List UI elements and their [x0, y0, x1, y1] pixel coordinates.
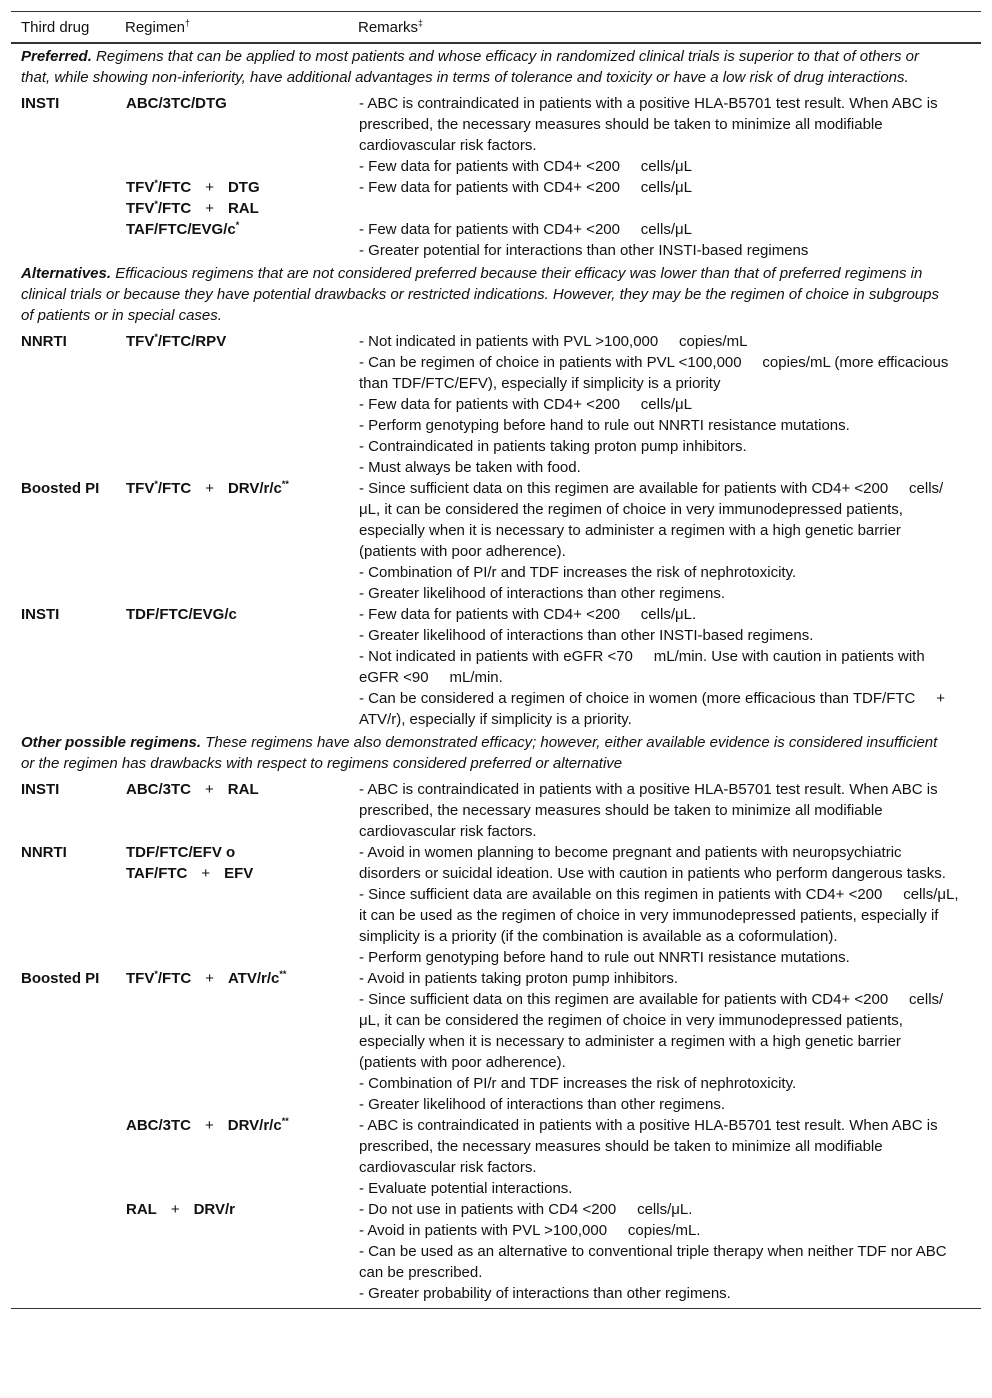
- regimen-part: /FTC: [157, 480, 192, 497]
- remark-line: - ABC is contraindicated in patients with a positive HLA-B5701 test result. When ABC is prescribed, the necessary measures should be taken to minimize all modifiable cardiovascular risk factors.: [359, 781, 942, 840]
- remarks-cell: [348, 776, 981, 842]
- remark-line: - ABC is contraindicated in patients with a positive HLA-B5701 test result. When ABC is prescribed, the necessary measures should be taken to minimize all modifiable cardiovascular risk factors.: [359, 1117, 942, 1176]
- plus-sign: +: [201, 865, 211, 882]
- third-drug-cell: [11, 842, 115, 968]
- third-drug-cell: [11, 604, 115, 730]
- regimen-part: TFV: [126, 480, 155, 497]
- remark-line: - Not indicated in patients with PVL >100,000 copies/mL: [359, 333, 748, 350]
- regimen-table: [11, 11, 981, 1309]
- third-drug-cell: [11, 478, 115, 604]
- regimen-footnote-mark: **: [281, 1116, 289, 1126]
- section-header-row: [11, 261, 981, 328]
- regimen-line: [126, 198, 348, 219]
- regimen-line: [126, 478, 348, 499]
- remark-line: - Greater likelihood of interactions than other regimens.: [359, 1096, 726, 1113]
- section-title: Preferred.: [21, 48, 92, 65]
- regimen-footnote-mark: *: [154, 178, 158, 188]
- section-header-cell: [11, 261, 981, 328]
- section-header-cell: [11, 43, 981, 90]
- regimen-line: [126, 968, 348, 989]
- remark-line: - Greater likelihood of interactions than other INSTI-based regimens.: [359, 627, 814, 644]
- section-description: Regimens that can be applied to most patients and whose efficacy in randomized clinical trials is superior to that of others or that, while showing non-inferiority, have additional advantages in terms of tolerance and toxicity or have a low risk of drug interactions.: [21, 48, 919, 86]
- table-row: [11, 90, 981, 177]
- regimen-part: TAF/FTC/EVG/c: [126, 221, 236, 238]
- table-row: [11, 968, 981, 1115]
- regimen-line: [126, 219, 348, 240]
- plus-sign: +: [205, 200, 214, 217]
- regimen-footnote-mark: *: [154, 479, 158, 489]
- remark-line: - Few data for patients with CD4+ <200 cells/μL.: [359, 606, 697, 623]
- regimen-part: ABC/3TC: [126, 781, 192, 798]
- remarks-cell: [348, 90, 981, 177]
- third-drug-cell: [11, 219, 115, 261]
- remark-line: - Since sufficient data are available on this regimen in patients with CD4+ <200 cells/μL, it can be used as the regimen of choice in very immunodepressed patients, especially if simplicity is a priority (if the combination is available as a coformulation).: [359, 886, 963, 945]
- regimen-line: [126, 779, 348, 800]
- third-drug-cell: [11, 328, 115, 478]
- regimen-line: [126, 604, 348, 625]
- regimen-part: ABC/3TC/DTG: [126, 95, 227, 112]
- third-drug-cell: [11, 1199, 115, 1309]
- remark-line: - Few data for patients with CD4+ <200 cells/μL: [359, 179, 692, 196]
- table-header: [11, 12, 981, 44]
- regimen-part: /FTC: [157, 179, 192, 196]
- remark-line: - Perform genotyping before hand to rule out NNRTI resistance mutations.: [359, 949, 850, 966]
- third-drug-text: NNRTI: [21, 333, 67, 350]
- regimen-line: [126, 842, 348, 863]
- plus-sign: +: [205, 781, 214, 798]
- table-row: [11, 776, 981, 842]
- section-title: Other possible regimens.: [21, 734, 202, 751]
- regimen-cell: [115, 198, 348, 219]
- third-drug-text: Boosted PI: [21, 480, 100, 497]
- regimen-footnote-mark: *: [154, 199, 158, 209]
- regimen-cell: [115, 478, 348, 604]
- plus-sign: +: [205, 1117, 214, 1134]
- remark-line: - Must always be taken with food.: [359, 459, 581, 476]
- remark-line: - Can be regimen of choice in patients with PVL <100,000 copies/mL (more efficacious than TDF/FTC/EFV), especially if simplicity is a priority: [359, 354, 953, 392]
- regimen-cell: [115, 776, 348, 842]
- regimen-cell: [115, 842, 348, 968]
- remark-line: - Greater probability of interactions than other regimens.: [359, 1285, 731, 1302]
- third-drug-text: INSTI: [21, 95, 60, 112]
- regimen-part: TDF/FTC/EVG/c: [126, 606, 237, 623]
- remark-line: - Avoid in women planning to become pregnant and patients with neuropsychiatric disorders or suicidal ideation. Use with caution in patients who perform dangerous tasks.: [359, 844, 946, 882]
- regimen-part: TFV: [126, 333, 155, 350]
- regimen-footnote-mark: *: [154, 969, 158, 979]
- third-drug-cell: [11, 198, 115, 219]
- third-drug-text: NNRTI: [21, 844, 67, 861]
- remarks-cell: [348, 1115, 981, 1199]
- section-header-row: [11, 730, 981, 776]
- remarks-cell: [348, 328, 981, 478]
- remark-line: - Evaluate potential interactions.: [359, 1180, 573, 1197]
- table-row: [11, 604, 981, 730]
- regimen-part: TFV: [126, 970, 155, 987]
- regimen-cell: [115, 1115, 348, 1199]
- regimen-part: /FTC: [157, 970, 192, 987]
- plus-sign: +: [205, 970, 214, 987]
- regimen-cell: [115, 90, 348, 177]
- regimen-part: ABC/3TC: [126, 1117, 192, 1134]
- remark-line: - Greater likelihood of interactions than other regimens.: [359, 585, 726, 602]
- regimen-footnote-mark: *: [235, 220, 240, 230]
- table-row: [11, 219, 981, 261]
- regimen-part: DRV/r: [193, 1201, 235, 1218]
- regimen-part: RAL: [227, 781, 259, 798]
- section-description: These regimens have also demonstrated efficacy; however, either available evidence is considered insufficient or the regimen has drawbacks with respect to regimens considered preferred or alternative: [21, 734, 938, 772]
- third-drug-cell: [11, 90, 115, 177]
- remark-line: - Few data for patients with CD4+ <200 cells/μL: [359, 158, 692, 175]
- regimen-line: [126, 863, 348, 884]
- regimen-part: RAL: [126, 1201, 157, 1218]
- remark-line: - Perform genotyping before hand to rule out NNRTI resistance mutations.: [359, 417, 850, 434]
- regimen-part: TAF/FTC: [126, 865, 188, 882]
- plus-sign: +: [205, 480, 214, 497]
- remark-line: - Greater potential for interactions than other INSTI-based regimens: [359, 242, 809, 259]
- header-regimen: Regimen†: [115, 12, 348, 44]
- table-row: [11, 1115, 981, 1199]
- remark-line: - Combination of PI/r and TDF increases the risk of nephrotoxicity.: [359, 564, 797, 581]
- third-drug-text: INSTI: [21, 781, 60, 798]
- regimen-part: DTG: [227, 179, 260, 196]
- remark-line: - Since sufficient data on this regimen are available for patients with CD4+ <200 cells/μL, it can be considered the regimen of choice in very immunodepressed patients, especially when it is necessary to administer a regimen with a high genetic barrier (patients with poor adherence).: [359, 991, 944, 1071]
- regimen-cell: [115, 328, 348, 478]
- table-row: [11, 842, 981, 968]
- regimen-footnote-mark: *: [154, 332, 158, 342]
- regimen-line: [126, 1199, 348, 1220]
- regimen-cell: [115, 968, 348, 1115]
- remarks-cell: [348, 842, 981, 968]
- remark-line: - Avoid in patients with PVL >100,000 copies/mL.: [359, 1222, 701, 1239]
- third-drug-cell: [11, 968, 115, 1115]
- remark-line: - Can be used as an alternative to conventional triple therapy when neither TDF nor ABC can be prescribed.: [359, 1243, 951, 1281]
- remark-line: - Few data for patients with CD4+ <200 cells/μL: [359, 396, 692, 413]
- header-remarks: Remarks‡: [348, 12, 981, 44]
- regimen-footnote-mark: **: [279, 969, 287, 979]
- remark-line: - Since sufficient data on this regimen are available for patients with CD4+ <200 cells/μL, it can be considered the regimen of choice in very immunodepressed patients, especially when it is necessary to administer a regimen with a high genetic barrier (patients with poor adherence).: [359, 480, 944, 560]
- regimen-part: TFV: [126, 179, 155, 196]
- regimen-part: TFV: [126, 200, 155, 217]
- regimen-part: EFV: [224, 865, 254, 882]
- table-row: [11, 328, 981, 478]
- remarks-cell: [348, 219, 981, 261]
- section-title: Alternatives.: [21, 265, 112, 282]
- table-row: [11, 177, 981, 198]
- remarks-cell: [348, 177, 981, 198]
- third-drug-text: INSTI: [21, 606, 60, 623]
- header-third-drug: Third drug: [11, 12, 115, 44]
- regimen-part: /FTC: [157, 200, 192, 217]
- remark-line: - Combination of PI/r and TDF increases the risk of nephrotoxicity.: [359, 1075, 797, 1092]
- section-description: Efficacious regimens that are not considered preferred because their efficacy was lower than that of preferred regimens in clinical trials or because they have potential drawbacks or restricted indications. However, they may be the regimen of choice in subgroups of patients or in special cases.: [21, 265, 939, 324]
- remarks-cell: [348, 968, 981, 1115]
- third-drug-cell: [11, 177, 115, 198]
- regimen-line: [126, 1115, 348, 1136]
- table-row: [11, 198, 981, 219]
- plus-sign: +: [170, 1201, 180, 1218]
- remark-line: - Contraindicated in patients taking proton pump inhibitors.: [359, 438, 747, 455]
- regimen-part: DRV/r/c: [227, 1117, 282, 1134]
- section-header-row: [11, 43, 981, 90]
- third-drug-cell: [11, 1115, 115, 1199]
- remarks-cell: [348, 1199, 981, 1309]
- regimen-cell: [115, 604, 348, 730]
- remark-line: - Few data for patients with CD4+ <200 cells/μL: [359, 221, 692, 238]
- table-row: [11, 1199, 981, 1309]
- regimen-cell: [115, 219, 348, 261]
- remarks-cell: [348, 198, 981, 219]
- remark-line: - Do not use in patients with CD4 <200 cells/μL.: [359, 1201, 693, 1218]
- table-body: [11, 43, 981, 1309]
- plus-sign: +: [205, 179, 214, 196]
- regimen-part: DRV/r/c: [227, 480, 282, 497]
- regimen-cell: [115, 1199, 348, 1309]
- regimen-cell: [115, 177, 348, 198]
- remark-line: - ABC is contraindicated in patients with a positive HLA-B5701 test result. When ABC is prescribed, the necessary measures should be taken to minimize all modifiable cardiovascular risk factors.: [359, 95, 942, 154]
- regimen-part: /FTC/RPV: [157, 333, 227, 350]
- regimen-part: RAL: [227, 200, 259, 217]
- regimen-footnote-mark: **: [281, 479, 289, 489]
- remarks-cell: [348, 604, 981, 730]
- remark-line: - Not indicated in patients with eGFR <70 mL/min. Use with caution in patients with eGFR <90 mL/min.: [359, 648, 929, 686]
- regimen-line: [126, 93, 348, 114]
- remarks-cell: [348, 478, 981, 604]
- third-drug-text: Boosted PI: [21, 970, 100, 987]
- section-header-cell: [11, 730, 981, 776]
- third-drug-cell: [11, 776, 115, 842]
- regimen-part: ATV/r/c: [227, 970, 280, 987]
- table-row: [11, 478, 981, 604]
- regimen-line: [126, 177, 348, 198]
- regimen-table-container: [11, 11, 981, 1309]
- regimen-line: [126, 331, 348, 352]
- regimen-part: TDF/FTC/EFV o: [126, 844, 236, 861]
- remark-line: - Can be considered a regimen of choice in women (more efficacious than TDF/FTC + ATV/r), especially if simplicity is a priority.: [359, 690, 965, 728]
- remark-line: - Avoid in patients taking proton pump inhibitors.: [359, 970, 679, 987]
